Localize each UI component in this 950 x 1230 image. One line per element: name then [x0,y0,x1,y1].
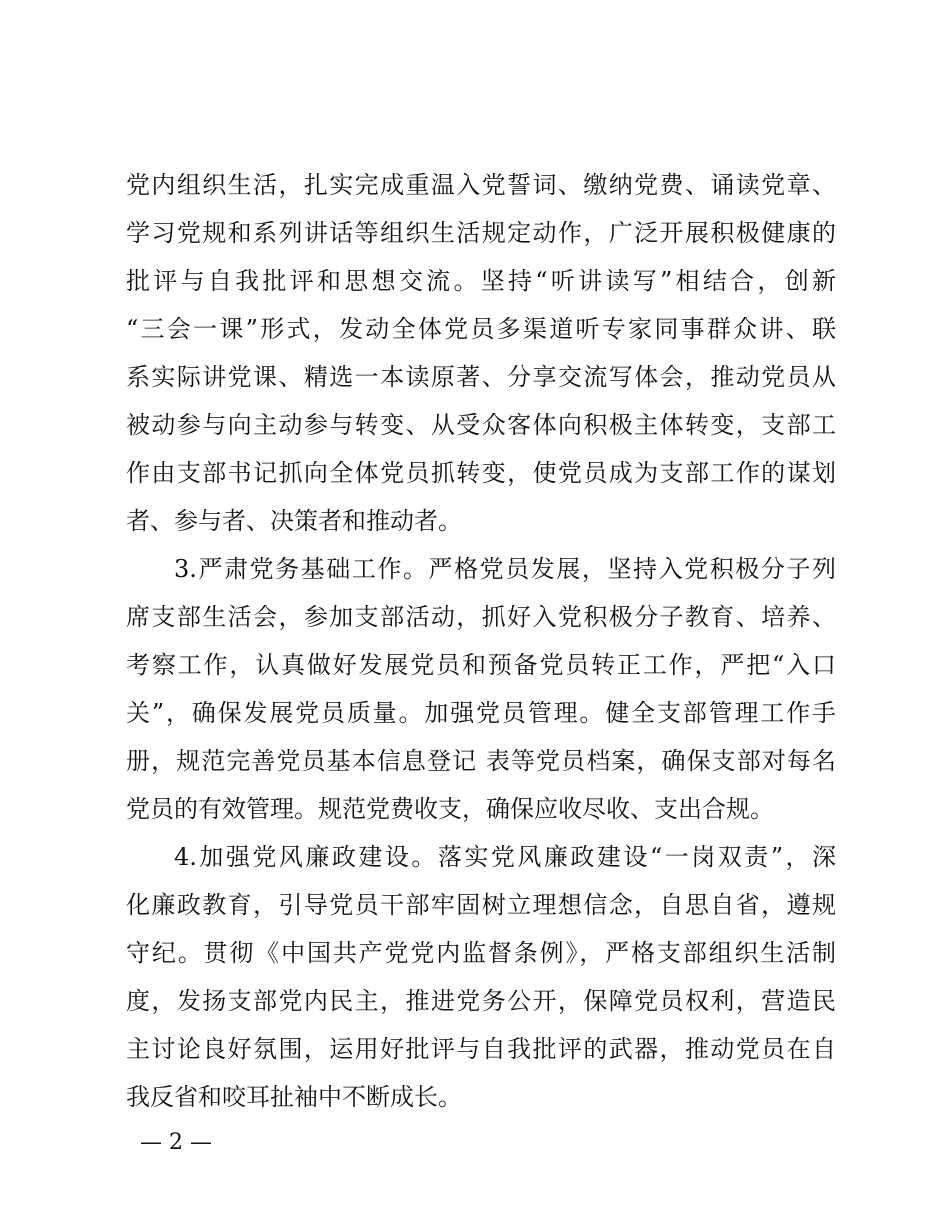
text-line: 党内组织生活，扎实完成重温入党誓词、缴纳党费、诵读党章、 [126,171,836,199]
text-line: 守纪。贯彻《中国共产党党内监督条例》，严格支部组织生活制 [126,939,836,967]
text-line: 批评与自我批评和思想交流。坚持“听讲读写”相结合，创新 [126,267,836,295]
text-line: 主讨论良好氛围，运用好批评与自我批评的武器，推动党员在自 [126,1035,836,1063]
text-line: 作由支部书记抓向全体党员抓转变，使党员成为支部工作的谋划 [126,459,836,487]
text-line: 席支部生活会，参加支部活动，抓好入党积极分子教育、培养、 [126,603,836,631]
page-number: — 2 — [140,1130,212,1155]
text-line: 册，规范完善党员基本信息登记 表等党员档案，确保支部对每名 [126,747,836,775]
paragraph-heading-line: 3.严肃党务基础工作。严格党员发展，坚持入党积极分子列 [174,555,836,583]
text-line: 考察工作，认真做好发展党员和预备党员转正工作，严把“入口 [126,651,836,679]
text-line: 被动参与向主动参与转变、从受众客体向积极主体转变，支部工 [126,411,836,439]
text-line: 党员的有效管理。规范党费收支，确保应收尽收、支出合规。 [126,795,774,823]
text-line: 我反省和咬耳扯袖中不断成长。 [126,1083,462,1111]
text-line: 关”，确保发展党员质量。加强党员管理。健全支部管理工作手 [126,699,836,727]
text-line: 者、参与者、决策者和推动者。 [126,507,462,535]
text-line: 系实际讲党课、精选一本读原著、分享交流写体会，推动党员从 [126,363,836,391]
paragraph-heading-line: 4.加强党风廉政建设。落实党风廉政建设“一岗双责”，深 [174,843,836,871]
text-line: 学习党规和系列讲话等组织生活规定动作，广泛开展积极健康的 [126,219,836,247]
text-line: 度，发扬支部党内民主，推进党务公开，保障党员权利，营造民 [126,987,836,1015]
text-line: 化廉政教育，引导党员干部牢固树立理想信念，自思自省，遵规 [126,891,836,919]
text-line: “三会一课”形式，发动全体党员多渠道听专家同事群众讲、联 [126,315,836,343]
